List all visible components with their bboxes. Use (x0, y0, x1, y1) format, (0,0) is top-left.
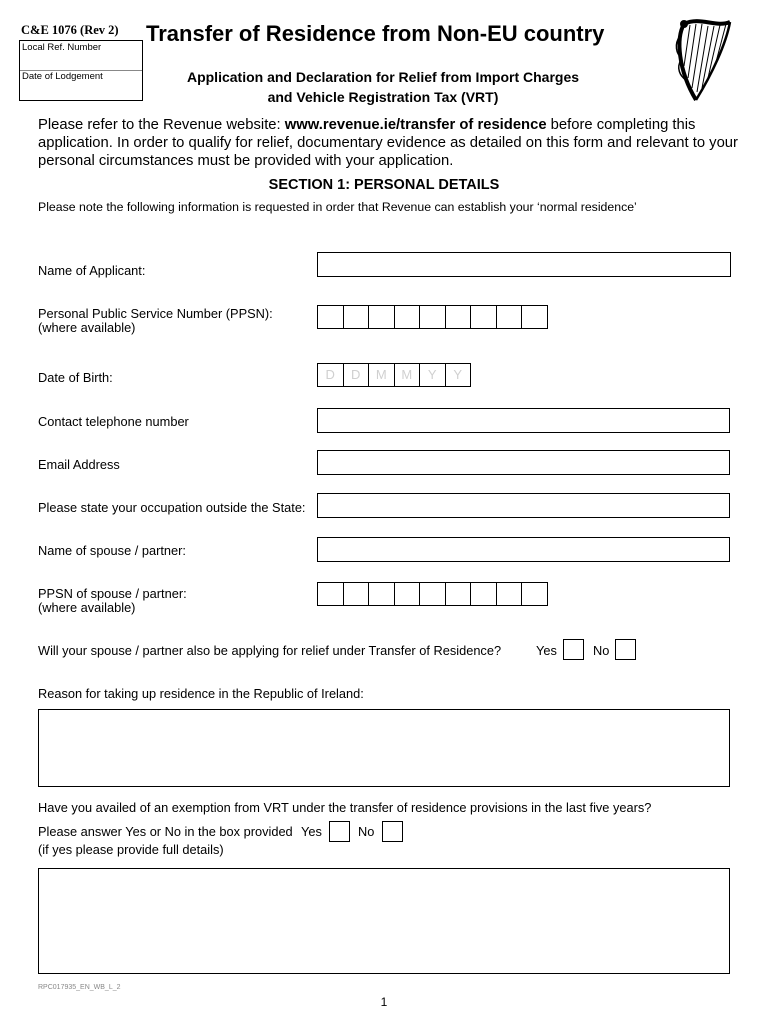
form-title: Transfer of Residence from Non-EU country (146, 21, 605, 46)
exemption-yes-checkbox[interactable] (329, 821, 350, 842)
revenue-website-link[interactable]: www.revenue.ie/transfer of residence (284, 117, 547, 133)
ppsn-cell[interactable] (497, 305, 523, 329)
spouse-ppsn-cell[interactable] (522, 582, 548, 606)
spouse-ppsn-cell[interactable] (497, 582, 523, 606)
spouse-ppsn-cell[interactable] (369, 582, 395, 606)
footer-form-code: RPC017935_EN_WB_L_2 (38, 984, 121, 991)
spouse-ppsn-cell[interactable] (420, 582, 446, 606)
page-number: 1 (380, 995, 388, 1009)
spouse-ppsn-label: PPSN of spouse / partner: (38, 586, 187, 601)
intro-text-end: before completing this application. In order to qualify for relief, documentary evidence as detailed on this form and relevant to your personal circumstances must be provided with your application. (38, 117, 738, 169)
exemption-question: Have you availed of an exemption from VRT under the transfer of residence provisions in the last five years? (38, 800, 652, 815)
section-note: Please note the following information is requested in order that Revenue can establish your ‘normal residence’ (38, 200, 637, 214)
dob-month-cell[interactable]: M (369, 363, 395, 387)
spouse-ppsn-cell[interactable] (446, 582, 472, 606)
spouse-applying-no-label: No (593, 643, 610, 658)
dob-day-cell[interactable]: D (318, 363, 344, 387)
form-code: C&E 1076 (Rev 2) (21, 23, 119, 37)
ppsn-sub-label: (where available) (38, 320, 136, 335)
dob-cells (317, 363, 471, 387)
occupation-field[interactable] (317, 493, 730, 518)
ppsn-cell[interactable] (522, 305, 548, 329)
telephone-field[interactable] (317, 408, 730, 433)
dob-year-cell[interactable]: Y (446, 363, 472, 387)
spouse-ppsn-cell[interactable] (395, 582, 421, 606)
email-label: Email Address (38, 457, 120, 472)
spouse-name-label: Name of spouse / partner: (38, 543, 186, 558)
exemption-instruction: Please answer Yes or No in the box provided (38, 824, 293, 839)
section-heading: SECTION 1: PERSONAL DETAILS (268, 177, 500, 193)
dob-month-cell[interactable]: M (395, 363, 421, 387)
subtitle-line-2: and Vehicle Registration Tax (VRT) (267, 89, 499, 105)
local-ref-label: Local Ref. Number (22, 42, 102, 53)
applicant-name-label: Name of Applicant: (38, 263, 146, 278)
spouse-ppsn-sub-label: (where available) (38, 600, 136, 615)
subtitle-line-1: Application and Declaration for Relief from Import Charges (186, 69, 580, 85)
exemption-no-label: No (358, 824, 375, 839)
form-subtitle (150, 67, 616, 107)
spouse-applying-yes-checkbox[interactable] (563, 639, 584, 660)
occupation-label: Please state your occupation outside the State: (38, 500, 306, 515)
dob-year-cell[interactable]: Y (420, 363, 446, 387)
ppsn-cell[interactable] (446, 305, 472, 329)
spouse-ppsn-cell[interactable] (471, 582, 497, 606)
spouse-applying-no-checkbox[interactable] (615, 639, 636, 660)
spouse-name-field[interactable] (317, 537, 730, 562)
exemption-sub-label: (if yes please provide full details) (38, 842, 224, 857)
ppsn-cells (317, 305, 548, 329)
reason-label: Reason for taking up residence in the Republic of Ireland: (38, 686, 364, 701)
spouse-ppsn-cell[interactable] (344, 582, 370, 606)
spouse-ppsn-cell[interactable] (318, 582, 344, 606)
exemption-details-textarea[interactable] (38, 868, 730, 974)
ppsn-cell[interactable] (318, 305, 344, 329)
telephone-label: Contact telephone number (38, 414, 189, 429)
email-field[interactable] (317, 450, 730, 475)
exemption-yes-label: Yes (301, 824, 322, 839)
dob-day-cell[interactable]: D (344, 363, 370, 387)
exemption-no-checkbox[interactable] (382, 821, 403, 842)
intro-paragraph (38, 117, 762, 170)
ppsn-cell[interactable] (344, 305, 370, 329)
dob-label: Date of Birth: (38, 370, 113, 385)
ppsn-cell[interactable] (395, 305, 421, 329)
intro-text-start: Please refer to the Revenue website: (38, 117, 285, 133)
ppsn-cell[interactable] (369, 305, 395, 329)
spouse-applying-question: Will your spouse / partner also be applying for relief under Transfer of Residence? (38, 643, 502, 658)
ppsn-label: Personal Public Service Number (PPSN): (38, 306, 273, 321)
spouse-ppsn-cells (317, 582, 548, 606)
applicant-name-field[interactable] (317, 252, 731, 277)
spouse-applying-yes-label: Yes (536, 643, 557, 658)
reason-textarea[interactable] (38, 709, 730, 787)
harp-emblem-icon (672, 14, 736, 111)
date-of-lodgement-label: Date of Lodgement (22, 71, 103, 82)
ppsn-cell[interactable] (420, 305, 446, 329)
reference-box (19, 40, 143, 101)
ppsn-cell[interactable] (471, 305, 497, 329)
